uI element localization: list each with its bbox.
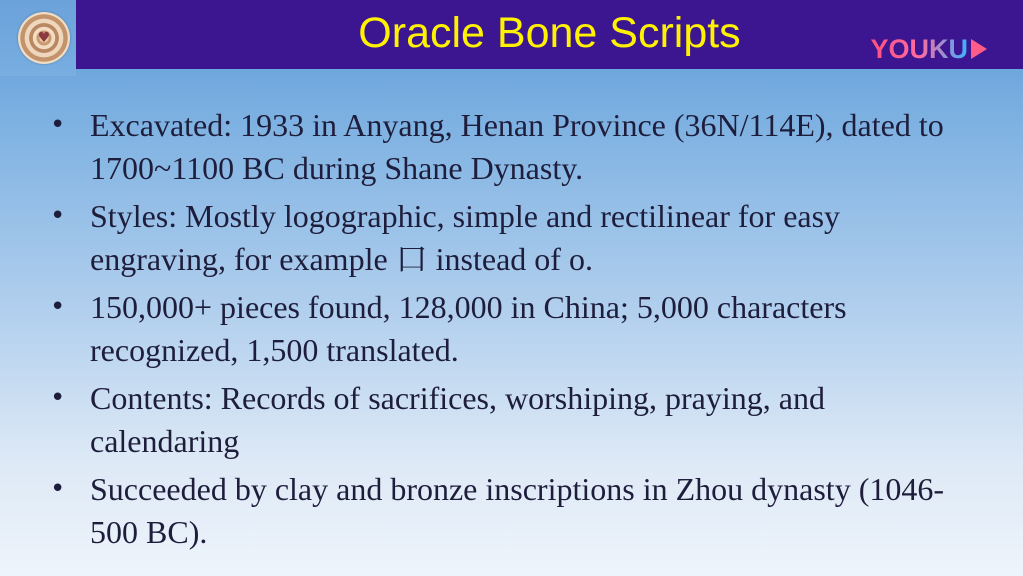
youku-watermark	[870, 34, 987, 64]
bullet-item	[50, 377, 970, 463]
bullet-text: Succeeded by clay and bronze inscriptions in Zhou dynasty (1046-500 BC).	[90, 471, 944, 550]
bullet-text: Styles: Mostly logographic, simple and rectilinear for easy engraving, for example 口 instead of o.	[90, 198, 841, 277]
bullet-list	[50, 104, 970, 559]
bullet-dot-icon: •	[50, 110, 66, 140]
bullet-text: Excavated: 1933 in Anyang, Henan Province (36N/114E), dated to 1700~1100 BC during Shane Dynasty.	[90, 107, 944, 186]
bullet-item	[50, 468, 970, 554]
bullet-item	[50, 104, 970, 190]
bullet-item	[50, 195, 970, 281]
circular-emblem-icon	[18, 12, 70, 64]
slide-title: Oracle Bone Scripts	[358, 9, 741, 57]
bullet-text: Contents: Records of sacrifices, worshiping, praying, and calendaring	[90, 380, 825, 459]
logo-area	[0, 0, 76, 76]
bullet-dot-icon: •	[50, 201, 66, 231]
bullet-dot-icon: •	[50, 292, 66, 322]
play-arrow-icon	[971, 39, 987, 59]
youku-logo-text: YOUKU	[870, 34, 968, 64]
bullet-item	[50, 286, 970, 372]
bullet-dot-icon: •	[50, 383, 66, 413]
title-bar	[76, 0, 1023, 69]
bullet-dot-icon: •	[50, 474, 66, 504]
bullet-text: 150,000+ pieces found, 128,000 in China; 5,000 characters recognized, 1,500 translated.	[90, 289, 847, 368]
heart-icon: ♥	[37, 30, 51, 46]
